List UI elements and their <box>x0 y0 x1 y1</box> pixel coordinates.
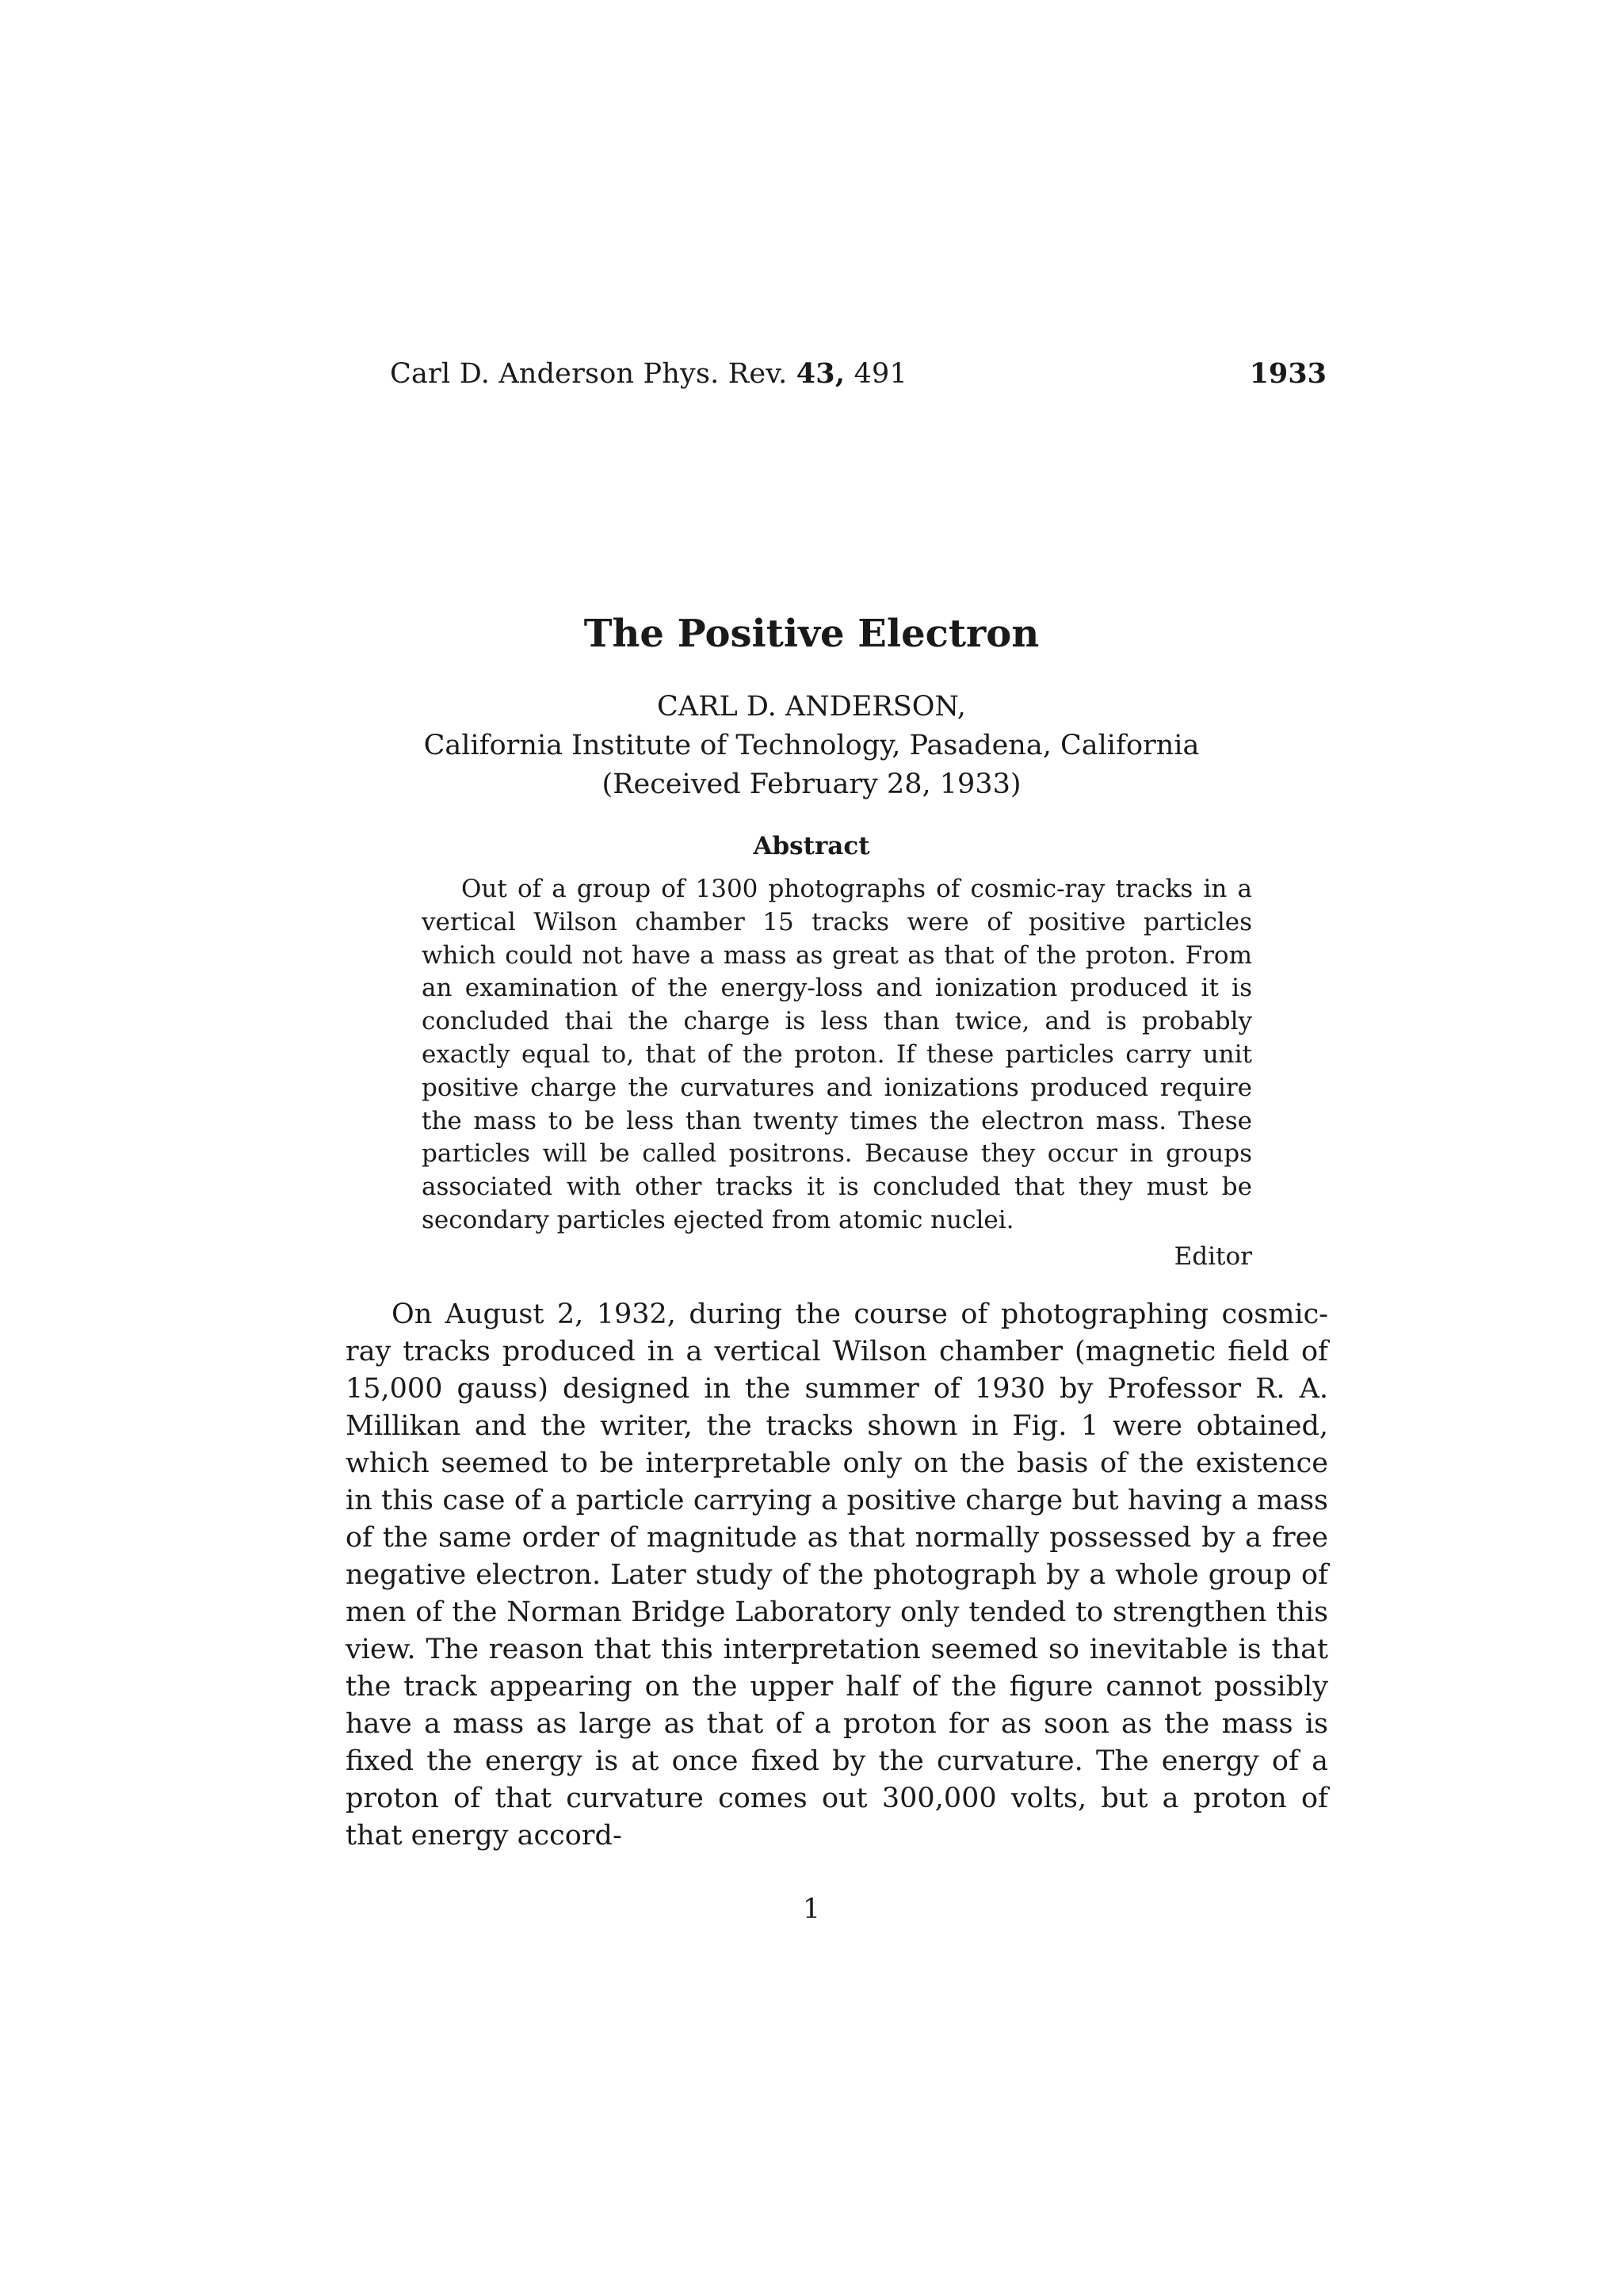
abstract-text: Out of a group of 1300 photographs of cosmic-ray tracks in a vertical Wilson chamber 15 tracks were of positive particles which could not have a mass as great as that of the proton. From an examination of the energy-loss and ionization produced it is concluded thai the charge is less than twice, and is probably exactly equal to, that of the proton. If these particles carry unit positive charge the curvatures and ionizations produced require the mass to be less than twenty times the electron mass. These particles will be called positrons. Because they occur in groups associated with other tracks it is concluded that they must be secondary particles ejected from atomic nuclei. <box>422 875 1252 1234</box>
body-paragraph: On August 2, 1932, during the course of photographing cosmic-ray tracks produced in a vertical Wilson chamber (magnetic field of 15,000 gauss) designed in the summer of 1930 by Professor R. A. Millikan and the writer, the tracks shown in Fig. 1 were obtained, which seemed to be interpretable only on the basis of the existence in this case of a particle carrying a positive charge but having a mass of the same order of magnitude as that normally possessed by a free negative electron. Later study of the photograph by a whole group of men of the Norman Bridge Laboratory only tended to strengthen this view. The reason that this interpretation seemed so inevitable is that the track appearing on the upper half of the figure cannot possibly have a mass as large as that of a proton for as soon as the mass is fixed the energy is at once fixed by the curvature. The energy of a proton of that curvature comes out 300,000 volts, but a proton of that energy accord- <box>346 1299 1328 1852</box>
article-title: The Positive Electron <box>583 612 1040 656</box>
abstract-heading: Abstract <box>753 832 870 860</box>
reference-prefix: Carl D. Anderson Phys. Rev. <box>390 358 788 390</box>
volume-number: 43, <box>796 357 846 390</box>
page-reference: 491 <box>854 358 907 390</box>
journal-reference <box>390 355 907 393</box>
running-header <box>390 355 1327 393</box>
author-name: CARL D. ANDERSON, <box>657 691 966 723</box>
page-number: 1 <box>802 1894 821 1925</box>
author-affiliation: California Institute of Technology, Pasadena, California <box>423 730 1200 761</box>
editor-signoff: Editor <box>1174 1242 1252 1271</box>
author-block <box>0 688 1623 804</box>
publication-year: 1933 <box>1249 357 1327 390</box>
received-date: (Received February 28, 1933) <box>601 769 1022 800</box>
